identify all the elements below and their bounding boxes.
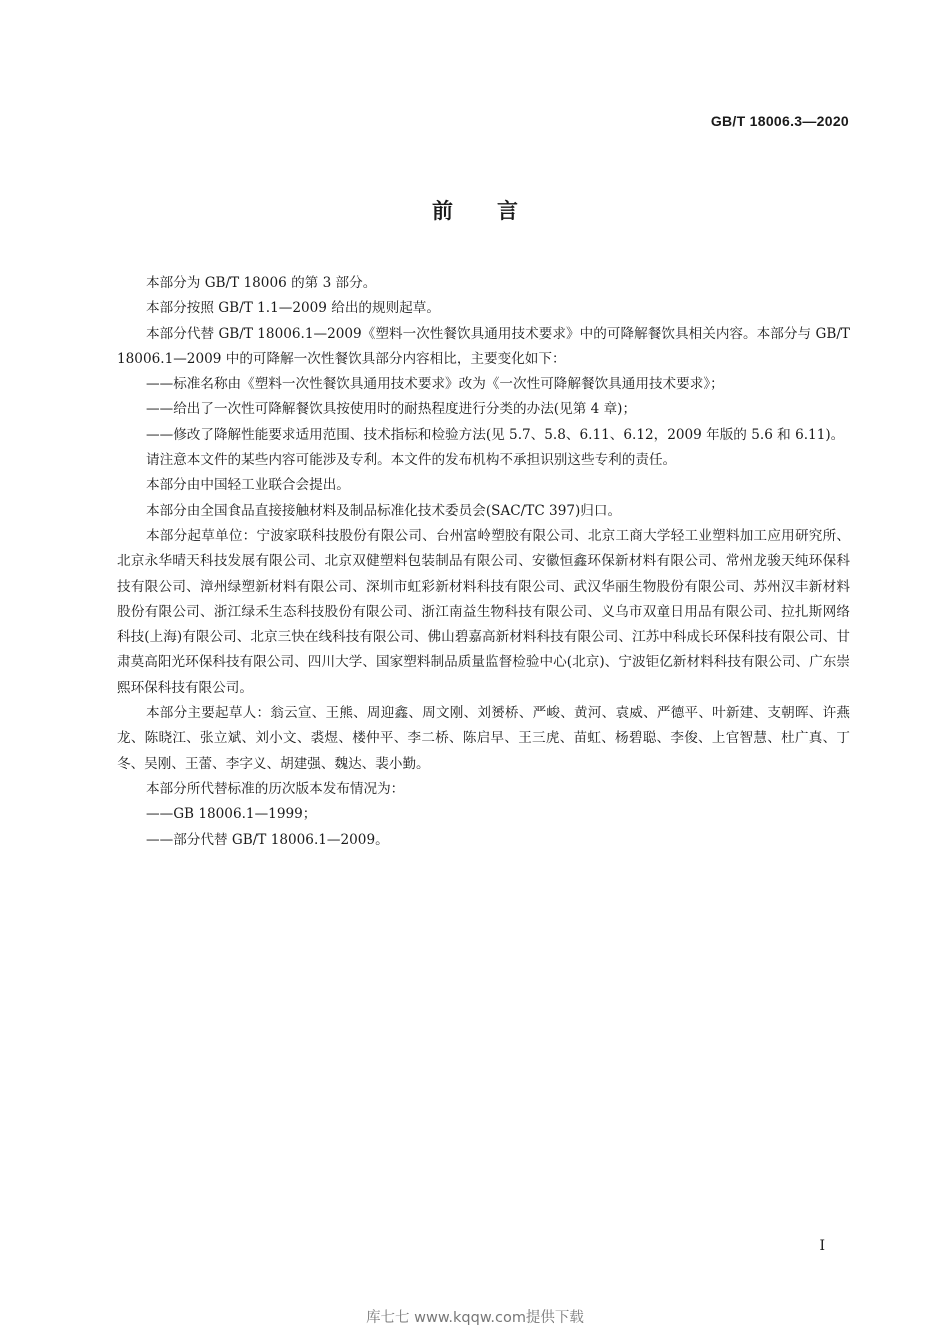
page-title: 前言 bbox=[432, 199, 562, 223]
paragraph-drafting-rules: 本部分按照 GB/T 1.1—2009 给出的规则起草。 bbox=[146, 300, 440, 317]
paragraph-version-history: 本部分所代替标准的历次版本发布情况为： bbox=[146, 780, 405, 797]
paragraph-part-statement: 本部分为 GB/T 18006 的第 3 部分。 bbox=[146, 275, 377, 291]
page-number: I bbox=[819, 1238, 825, 1254]
change-item-title: ——标准名称由《塑料一次性餐饮具通用技术要求》改为《一次性可降解餐饮具通用技术要求》； bbox=[146, 376, 724, 393]
standard-code: GB/T 18006.3—2020 bbox=[710, 113, 849, 129]
preface-body bbox=[117, 271, 850, 853]
paragraph-committee: 本部分由全国食品直接接触材料及制品标准化技术委员会(SAC/TC 397)归口。 bbox=[146, 502, 622, 519]
version-item-2009: ——部分代替 GB/T 18006.1—2009。 bbox=[146, 831, 389, 848]
download-watermark: 库七七 www.kqqw.com提供下载 bbox=[366, 1310, 584, 1326]
paragraph-drafting-units: 本部分起草单位：宁波家联科技股份有限公司、台州富岭塑胶有限公司、北京工商大学轻工业塑料加工应用研究所、北京永华晴天科技发展有限公司、北京双健塑料包装制品有限公司、安徽恒鑫环保新材料有限公司、常州龙骏天纯环保科技有限公司、漳州绿塑新材料有限公司、深圳市虹彩新材料科技有限公司、武汉华丽生物股份有限公司、苏州汉丰新材料股份有限公司、浙江绿禾生态科技股份有限公司、浙江南益生物科技有限公司、义乌市双童日用品有限公司、拉扎斯网络科技(上海)有限公司、北京三快在线科技有限公司、佛山碧嘉高新材料科技有限公司、江苏中科成长环保科技有限公司、甘肃莫高阳光环保科技有限公司、四川大学、国家塑料制品质量监督检验中心(北京)、宁波钜亿新材料科技有限公司、广东崇熙环保科技有限公司。 bbox=[117, 527, 850, 696]
paragraph-replacement: 本部分代替 GB/T 18006.1—2009《塑料一次性餐饮具通用技术要求》中的可降解餐饮具相关内容。本部分与 GB/T 18006.1—2009 中的可降解一次性餐饮具部分内容相比，主要变化如下： bbox=[117, 325, 850, 367]
change-item-classification: ——给出了一次性可降解餐饮具按使用时的耐热程度进行分类的办法(见第 4 章)； bbox=[146, 401, 637, 418]
paragraph-drafters: 本部分主要起草人：翁云宣、王熊、周迎鑫、周文刚、刘赟桥、严峻、黄河、袁威、严德平、叶新建、支朝晖、许燕龙、陈晓江、张立斌、刘小文、裘煜、楼仲平、李二桥、陈启早、王三虎、苗虹、杨碧聪、李俊、上官智慧、杜广真、丁冬、吴刚、王蕾、李字义、胡建强、魏达、裴小勤。 bbox=[117, 705, 850, 772]
paragraph-proposer: 本部分由中国轻工业联合会提出。 bbox=[146, 477, 350, 494]
paragraph-patent-notice: 请注意本文件的某些内容可能涉及专利。本文件的发布机构不承担识别这些专利的责任。 bbox=[146, 452, 677, 469]
change-item-degradation: ——修改了降解性能要求适用范围、技术指标和检验方法(见 5.7、5.8、6.11、6.12，2009 年版的 5.6 和 6.11)。 bbox=[146, 426, 845, 443]
version-item-1999: ——GB 18006.1—1999； bbox=[146, 806, 317, 823]
